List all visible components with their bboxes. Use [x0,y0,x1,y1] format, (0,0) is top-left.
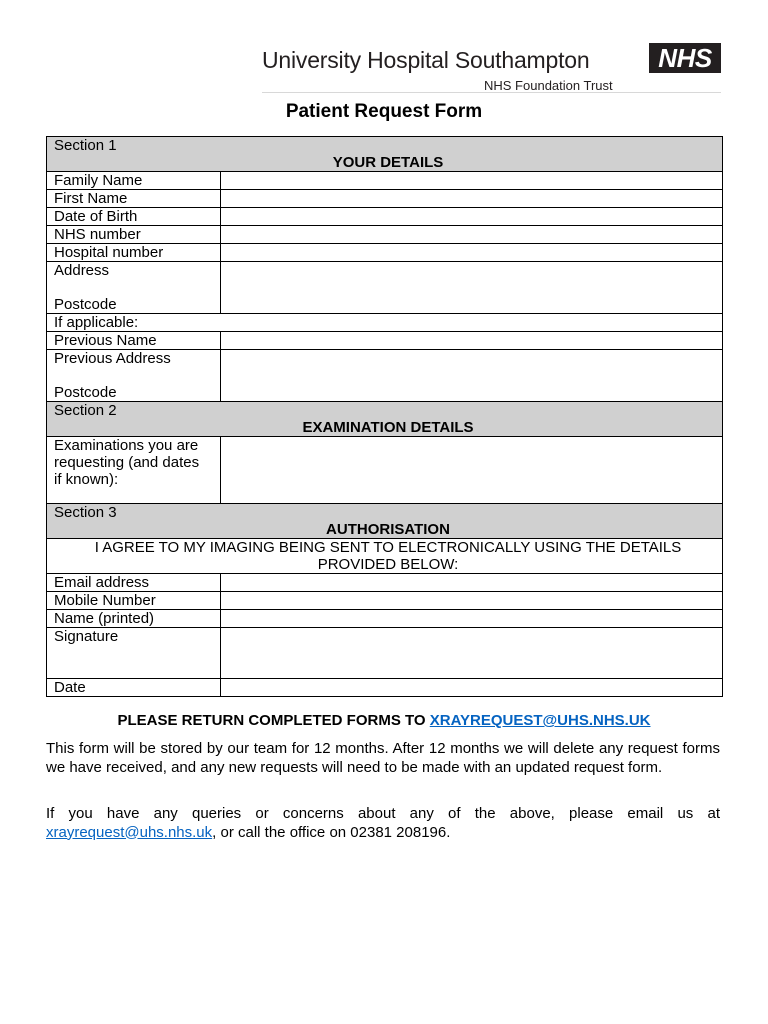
previous-postcode-label: Postcode [54,384,117,401]
queries-notice [46,805,720,842]
nhs-number-field[interactable] [221,226,723,244]
signature-field[interactable] [221,628,723,679]
previous-address-field[interactable] [221,350,723,402]
previous-name-row [47,332,723,350]
if-applicable-label: If applicable: [47,314,723,332]
first-name-row [47,190,723,208]
agreement-row [47,539,723,574]
section-title: YOUR DETAILS [332,154,444,171]
section-3-header [47,504,723,539]
dob-field[interactable] [221,208,723,226]
examinations-row [47,437,723,504]
section-number: Section 1 [54,137,117,154]
signature-label: Signature [47,628,221,679]
name-printed-label: Name (printed) [47,610,221,628]
hospital-header [262,42,721,93]
patient-request-form [46,136,723,697]
date-field[interactable] [221,679,723,697]
mobile-label: Mobile Number [47,592,221,610]
first-name-label: First Name [47,190,221,208]
trust-name: NHS Foundation Trust [484,78,613,93]
address-label: Address [54,262,110,279]
name-printed-row [47,610,723,628]
queries-email-link[interactable]: xrayrequest@uhs.nhs.uk [46,823,213,841]
examinations-label-line3: if known): [54,471,119,488]
previous-address-label: Previous Address [54,350,171,367]
previous-name-field[interactable] [221,332,723,350]
hospital-name: University Hospital Southampton [262,47,590,73]
family-name-label: Family Name [47,172,221,190]
hospital-number-label: Hospital number [47,244,221,262]
section-1-header [47,137,723,172]
hospital-number-row [47,244,723,262]
return-email-link[interactable]: XRAYREQUEST@UHS.NHS.UK [429,712,651,729]
nhs-number-row [47,226,723,244]
signature-row [47,628,723,679]
email-field[interactable] [221,574,723,592]
hospital-number-field[interactable] [221,244,723,262]
date-label: Date [47,679,221,697]
previous-name-label: Previous Name [47,332,221,350]
section-2-header [47,402,723,437]
family-name-field[interactable] [221,172,723,190]
queries-suffix: , or call the office on 02381 208196. [212,823,451,841]
examinations-label-line2: requesting (and dates [54,454,200,471]
family-name-row [47,172,723,190]
name-printed-field[interactable] [221,610,723,628]
mobile-field[interactable] [221,592,723,610]
section-number: Section 3 [54,504,117,521]
postcode-label: Postcode [54,296,117,313]
date-row [47,679,723,697]
nhs-logo: NHS [649,43,721,73]
previous-address-row [47,350,723,402]
if-applicable-row [47,314,723,332]
dob-label: Date of Birth [47,208,221,226]
examinations-field[interactable] [221,437,723,504]
section-number: Section 2 [54,402,117,419]
address-row [47,262,723,314]
email-row [47,574,723,592]
return-instructions [0,712,768,729]
address-field[interactable] [221,262,723,314]
queries-prefix: If you have any queries or concerns about any of the above, please email us at [46,805,720,822]
form-title: Patient Request Form [285,101,483,122]
section-title: AUTHORISATION [326,521,450,538]
first-name-field[interactable] [221,190,723,208]
examinations-label-line1: Examinations you are [54,437,199,454]
agreement-text-line1: I AGREE TO MY IMAGING BEING SENT TO ELECTRONICALLY USING THE DETAILS [94,539,682,556]
email-label: Email address [47,574,221,592]
return-text: PLEASE RETURN COMPLETED FORMS TO [117,712,430,729]
agreement-text-line2: PROVIDED BELOW: [317,556,459,573]
storage-notice: This form will be stored by our team for 12 months. After 12 months we will delete any request forms we have received, and any new requests will need to be made with an updated request form. [46,740,720,776]
dob-row [47,208,723,226]
section-title: EXAMINATION DETAILS [302,419,474,436]
nhs-number-label: NHS number [47,226,221,244]
mobile-row [47,592,723,610]
